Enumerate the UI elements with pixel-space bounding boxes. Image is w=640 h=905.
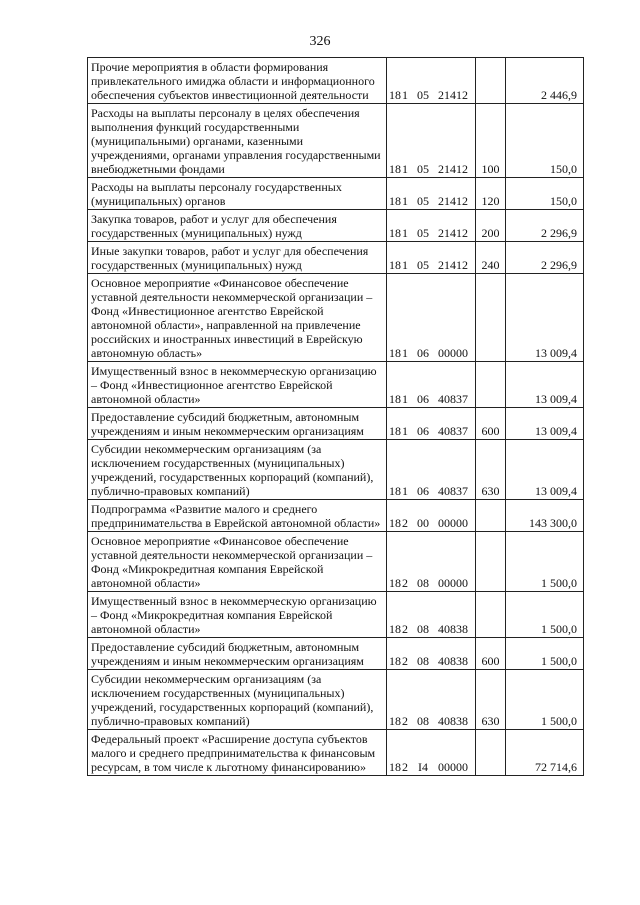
expense-name-cell: Имущественный взнос в некоммерческую организацию – Фонд «Инвестиционное агентство Еврейской автономной области» [88,362,387,408]
amount-cell: 1 500,0 [506,638,584,670]
code-part-c2: 2 [402,654,408,668]
code-part-c4: 00000 [438,760,468,774]
code-part-c4: 40838 [438,714,468,728]
target-article-code-cell [387,670,476,730]
code-part-c2: 2 [402,576,408,590]
code-part-c3: 08 [417,654,429,668]
target-article-code-cell [387,408,476,440]
code-part-c3: 05 [417,194,429,208]
code-part-c2: 1 [402,258,408,272]
target-article-code-cell [387,242,476,274]
target-article-code-cell [387,532,476,592]
table-row [88,730,584,776]
code-part-c4: 21412 [438,258,468,272]
expense-type-cell: 120 [476,178,506,210]
expense-type-cell [476,362,506,408]
code-part-c4: 21412 [438,162,468,176]
code-part-c1: 18 [389,516,401,530]
expense-type-cell [476,58,506,104]
code-part-c3: I4 [418,760,428,774]
code-part-c2: 2 [402,714,408,728]
expense-type-cell: 600 [476,408,506,440]
amount-cell: 13 009,4 [506,362,584,408]
expense-type-cell [476,274,506,362]
expense-name-cell: Расходы на выплаты персоналу государственных (муниципальных) органов [88,178,387,210]
expense-type-cell: 100 [476,104,506,178]
expense-name-cell: Имущественный взнос в некоммерческую организацию – Фонд «Микрокредитная компания Еврейской автономной области» [88,592,387,638]
code-part-c1: 18 [389,760,401,774]
target-article-code-cell [387,500,476,532]
expense-type-cell: 630 [476,670,506,730]
table-row [88,242,584,274]
expense-name-cell: Подпрограмма «Развитие малого и среднего предпринимательства в Еврейской автономной области» [88,500,387,532]
target-article-code-cell [387,210,476,242]
code-part-c3: 08 [417,622,429,636]
amount-cell: 13 009,4 [506,440,584,500]
code-part-c4: 21412 [438,194,468,208]
expense-type-cell [476,500,506,532]
expense-name-cell: Расходы на выплаты персоналу в целях обеспечения выполнения функций государственными (муниципальными) органами, казенными учреждениями, органами управления государственными внебюджетными фондами [88,104,387,178]
code-part-c3: 05 [417,258,429,272]
expense-name-cell: Федеральный проект «Расширение доступа субъектов малого и среднего предпринимательства к финансовым ресурсам, в том числе к льготному финансированию» [88,730,387,776]
expense-name-cell: Субсидии некоммерческим организациям (за исключением государственных (муниципальных) учреждений, государственных корпораций (компаний), публично-правовых компаний) [88,670,387,730]
code-part-c2: 2 [402,516,408,530]
code-part-c2: 2 [402,760,408,774]
table-row [88,592,584,638]
expense-type-cell [476,592,506,638]
code-part-c4: 00000 [438,346,468,360]
table-row [88,210,584,242]
target-article-code-cell [387,440,476,500]
expense-type-cell [476,532,506,592]
table-row [88,274,584,362]
code-part-c3: 06 [417,424,429,438]
code-part-c2: 1 [402,484,408,498]
code-part-c2: 2 [402,622,408,636]
amount-cell: 143 300,0 [506,500,584,532]
expense-name-cell: Прочие мероприятия в области формирования привлекательного имиджа области и информационного обеспечения субъектов инвестиционной деятельности [88,58,387,104]
table-row [88,178,584,210]
amount-cell: 13 009,4 [506,408,584,440]
budget-table-body [88,58,584,776]
expense-name-cell: Предоставление субсидий бюджетным, автономным учреждениям и иным некоммерческим организациям [88,408,387,440]
code-part-c2: 1 [402,346,408,360]
amount-cell: 2 296,9 [506,242,584,274]
table-row [88,532,584,592]
table-row [88,362,584,408]
target-article-code-cell [387,104,476,178]
code-part-c3: 05 [417,88,429,102]
table-row [88,104,584,178]
code-part-c4: 40837 [438,484,468,498]
code-part-c3: 06 [417,392,429,406]
target-article-code-cell [387,730,476,776]
expense-type-cell: 600 [476,638,506,670]
code-part-c4: 21412 [438,88,468,102]
code-part-c2: 1 [402,88,408,102]
target-article-code-cell [387,58,476,104]
expense-name-cell: Иные закупки товаров, работ и услуг для обеспечения государственных (муниципальных) нужд [88,242,387,274]
code-part-c2: 1 [402,194,408,208]
expense-type-cell: 240 [476,242,506,274]
code-part-c4: 40838 [438,622,468,636]
code-part-c3: 05 [417,162,429,176]
code-part-c1: 18 [389,714,401,728]
target-article-code-cell [387,638,476,670]
code-part-c1: 18 [389,194,401,208]
code-part-c2: 1 [402,392,408,406]
amount-cell: 2 446,9 [506,58,584,104]
target-article-code-cell [387,178,476,210]
code-part-c1: 18 [389,576,401,590]
table-row [88,440,584,500]
code-part-c1: 18 [389,162,401,176]
target-article-code-cell [387,362,476,408]
expense-type-cell [476,730,506,776]
code-part-c4: 00000 [438,576,468,590]
code-part-c4: 40837 [438,424,468,438]
expense-name-cell: Основное мероприятие «Финансовое обеспечение уставной деятельности некоммерческой организации – Фонд «Микрокредитная компания Еврейской автономной области» [88,532,387,592]
code-part-c1: 18 [389,346,401,360]
code-part-c4: 21412 [438,226,468,240]
target-article-code-cell [387,592,476,638]
code-part-c1: 18 [389,484,401,498]
code-part-c4: 00000 [438,516,468,530]
amount-cell: 1 500,0 [506,670,584,730]
expense-name-cell: Основное мероприятие «Финансовое обеспечение уставной деятельности некоммерческой организации – Фонд «Инвестиционное агентство Еврейской автономной области», направленной на привлечение российских и иностранных инвестиций в Еврейскую автономную область» [88,274,387,362]
amount-cell: 150,0 [506,104,584,178]
code-part-c2: 1 [402,226,408,240]
code-part-c1: 18 [389,258,401,272]
code-part-c3: 06 [417,484,429,498]
code-part-c4: 40837 [438,392,468,406]
expense-name-cell: Закупка товаров, работ и услуг для обеспечения государственных (муниципальных) нужд [88,210,387,242]
expense-name-cell: Предоставление субсидий бюджетным, автономным учреждениям и иным некоммерческим организациям [88,638,387,670]
expense-type-cell: 200 [476,210,506,242]
code-part-c1: 18 [389,226,401,240]
code-part-c4: 40838 [438,654,468,668]
amount-cell: 1 500,0 [506,592,584,638]
table-row [88,58,584,104]
code-part-c2: 1 [402,162,408,176]
code-part-c1: 18 [389,622,401,636]
amount-cell: 13 009,4 [506,274,584,362]
expense-name-cell: Субсидии некоммерческим организациям (за исключением государственных (муниципальных) учреждений, государственных корпораций (компаний), публично-правовых компаний) [88,440,387,500]
page-number: 326 [309,34,331,49]
code-part-c3: 00 [417,516,429,530]
code-part-c1: 18 [389,654,401,668]
code-part-c3: 05 [417,226,429,240]
code-part-c2: 1 [402,424,408,438]
code-part-c3: 08 [417,714,429,728]
expense-type-cell: 630 [476,440,506,500]
code-part-c3: 08 [417,576,429,590]
code-part-c1: 18 [389,424,401,438]
code-part-c3: 06 [417,346,429,360]
table-row [88,638,584,670]
amount-cell: 72 714,6 [506,730,584,776]
code-part-c1: 18 [389,392,401,406]
budget-table [87,57,584,776]
amount-cell: 2 296,9 [506,210,584,242]
table-row [88,408,584,440]
target-article-code-cell [387,274,476,362]
table-row [88,670,584,730]
code-part-c1: 18 [389,88,401,102]
table-row [88,500,584,532]
amount-cell: 1 500,0 [506,532,584,592]
amount-cell: 150,0 [506,178,584,210]
